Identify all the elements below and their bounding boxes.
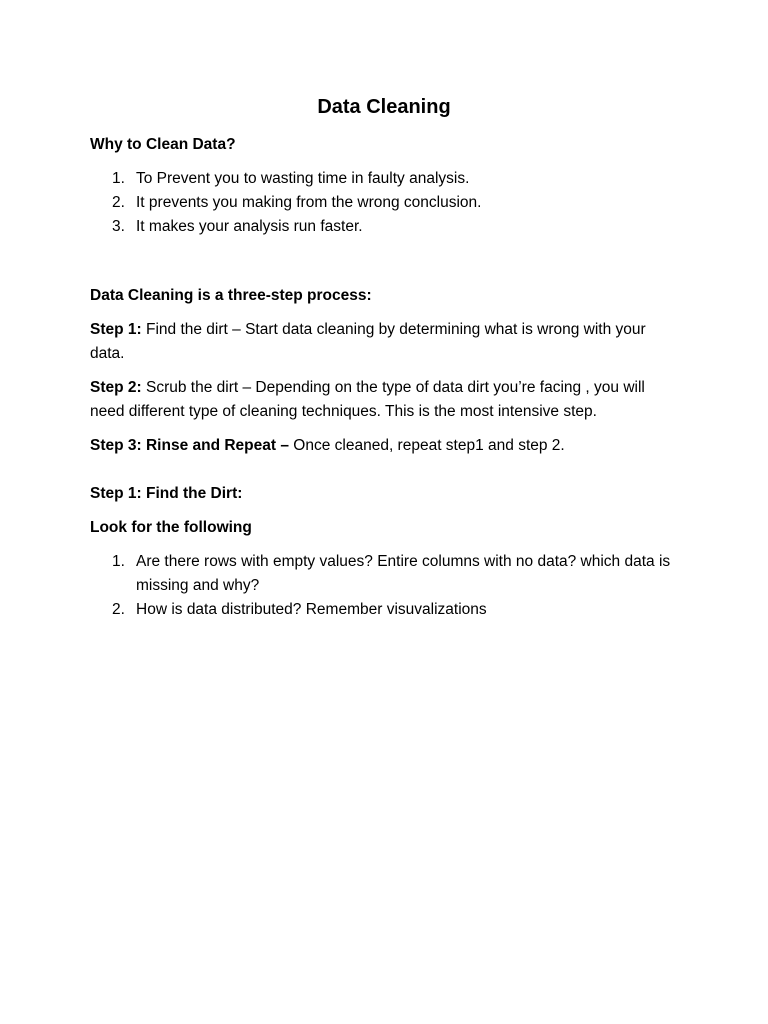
- step-2-text: Scrub the dirt – Depending on the type of data dirt you’re facing , you will need different type of cleaning techniques. This is the most intensive step.: [90, 379, 645, 420]
- why-clean-heading: Why to Clean Data?: [90, 136, 236, 153]
- list-item: [90, 191, 680, 215]
- list-item-number: 2.: [112, 601, 125, 618]
- look-for-heading: Look for the following: [90, 519, 252, 536]
- step-1-text: Find the dirt – Start data cleaning by determining what is wrong with your data.: [90, 321, 646, 362]
- list-item-text: To Prevent you to wasting time in faulty analysis.: [136, 170, 470, 187]
- process-heading: Data Cleaning is a three-step process:: [90, 287, 372, 304]
- document-title: Data Cleaning: [317, 96, 451, 118]
- list-item-number: 3.: [112, 218, 125, 235]
- list-item-text: How is data distributed? Remember visuvalizations: [136, 601, 487, 618]
- find-dirt-heading: Step 1: Find the Dirt:: [90, 485, 243, 502]
- list-item-number: 1.: [112, 170, 125, 187]
- list-item: [90, 598, 680, 622]
- list-item-number: 2.: [112, 194, 125, 211]
- step-2-paragraph: [90, 376, 680, 424]
- list-item-text: It makes your analysis run faster.: [136, 218, 363, 235]
- list-item: [90, 167, 680, 191]
- list-item-text: It prevents you making from the wrong conclusion.: [136, 194, 482, 211]
- list-item-text: Are there rows with empty values? Entire columns with no data? which data is missing and why?: [136, 553, 671, 594]
- step-3-label: Step 3: Rinse and Repeat –: [90, 437, 289, 454]
- list-item-number: 1.: [112, 553, 125, 570]
- look-for-list: [90, 550, 680, 622]
- step-1-paragraph: [90, 318, 680, 366]
- step-3-text: Once cleaned, repeat step1 and step 2.: [288, 437, 565, 454]
- list-item: [90, 215, 680, 239]
- list-item: [90, 550, 680, 598]
- step-2-label: Step 2:: [90, 379, 142, 396]
- why-clean-list: [90, 167, 680, 239]
- step-3-paragraph: [90, 434, 680, 458]
- step-1-label: Step 1:: [90, 321, 142, 338]
